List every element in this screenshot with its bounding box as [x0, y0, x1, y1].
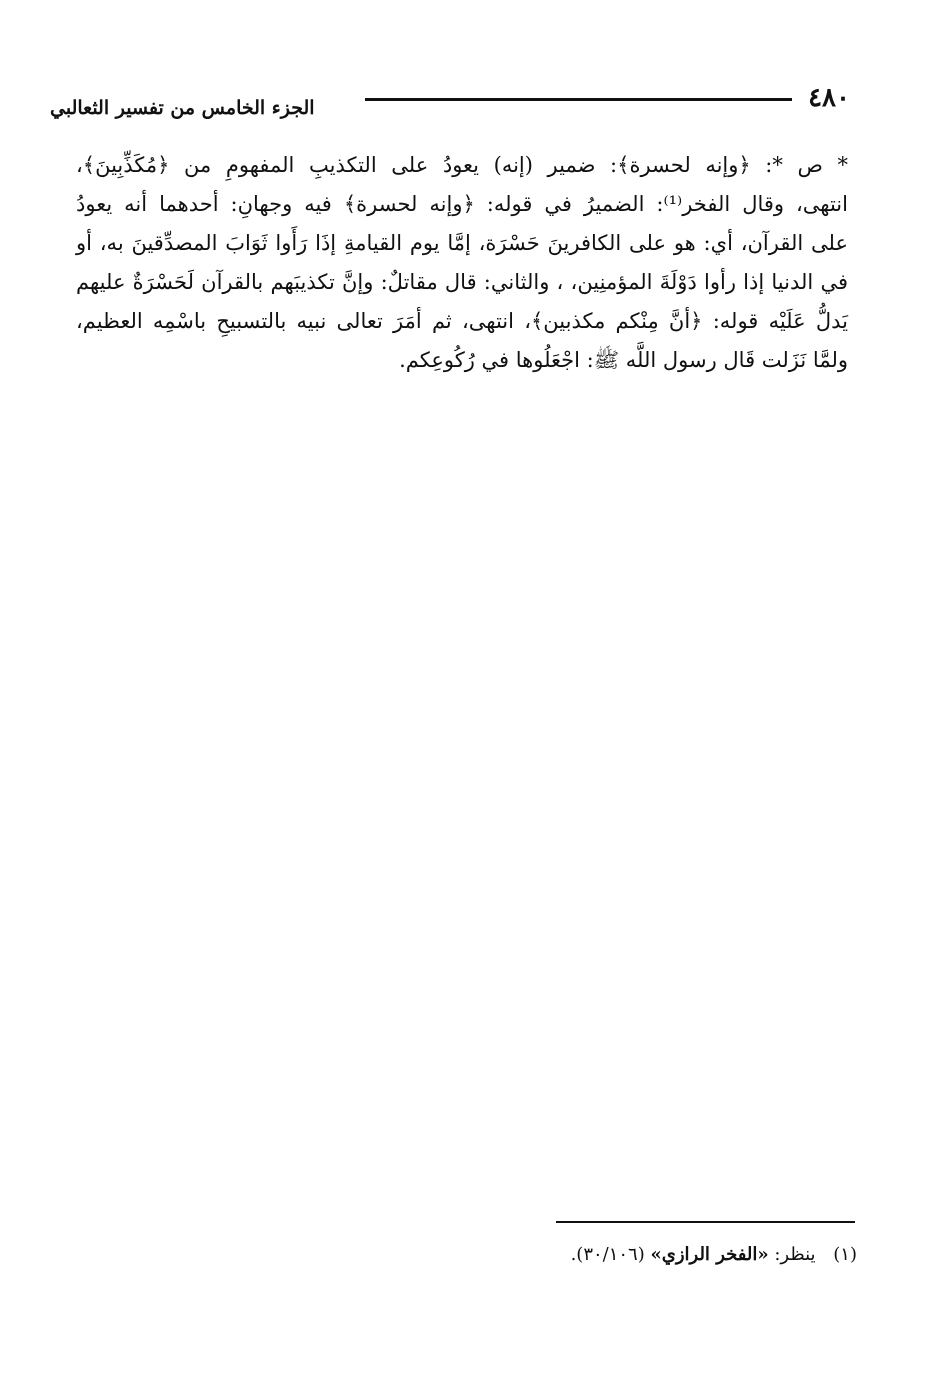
page-number: ٤٨٠: [808, 83, 850, 113]
header-rule: [365, 98, 792, 101]
text-line-6: ولمَّا نَزَلت قَال رسول اللَّه ﷺ: اجْعَلُوها في رُكُوعِكم.: [399, 348, 848, 372]
footnote-number: (١): [833, 1244, 857, 1265]
page-header: [50, 80, 850, 124]
footnote-source: «الفخر الرازي»: [650, 1244, 769, 1265]
text-line-2: انتهى، وقال الفخر⁽¹⁾: الضميرُ في قوله: ﴿وإنه لحسرة﴾ فيه وجهانِ: أحدهما أنه يعودُ: [76, 192, 848, 216]
text-line-5: يَدلُّ عَلَيْه قوله: ﴿أنَّ مِنْكم مكذبين﴾، انتهى، ثم أمَرَ تعالى نبيه بالتسبيحِ باسْمِه العظيم،: [76, 309, 848, 333]
text-line-4: في الدنيا إذا رأوا دَوْلَةَ المؤمنِين، ، والثاني: قال مقاتلٌ: وإنَّ تكذيبَهم بالقرآن لَحَسْرَةٌ عليهم: [76, 270, 848, 294]
running-title: الجزء الخامس من تفسير الثعالبي: [50, 97, 315, 119]
text-line-3: على القرآن، أي: هو على الكافرينَ حَسْرَة، إمَّا يوم القيامةِ إذَا رَأَوا ثَوَابَ المصدِّقينَ به، أو: [76, 231, 848, 255]
footnote-separator: [556, 1221, 855, 1223]
footnote-reference: (٣٠/١٠٦).: [570, 1244, 645, 1265]
text-line-1: * ص *: ﴿وإنه لحسرة﴾: ضمير (إنه) يعودُ على التكذيبِ المفهومِ من ﴿مُكَذِّبِينَ﴾،: [76, 153, 848, 177]
footnote: [571, 1240, 857, 1270]
footnote-prefix: ينظر:: [774, 1244, 816, 1265]
body-text: [76, 146, 848, 380]
